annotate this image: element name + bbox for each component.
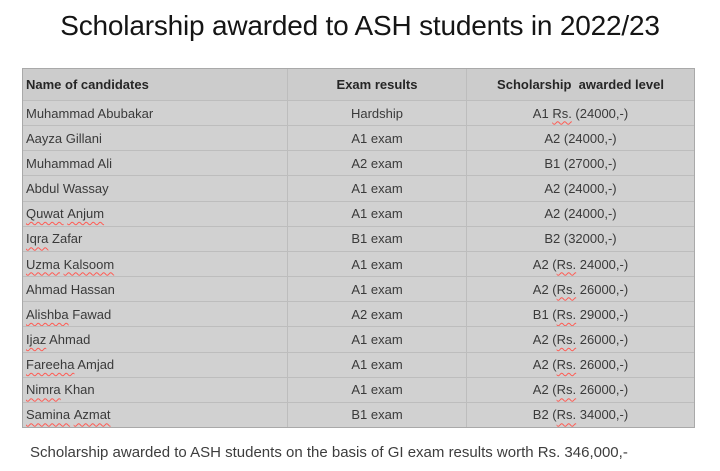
cell-text: Muhammad Abubakar (26, 105, 154, 121)
cell-scholarship-level (467, 176, 694, 200)
misspelled-word: Azmat (73, 407, 111, 423)
cell-candidate-name (23, 126, 288, 150)
cell-exam-result (288, 327, 467, 351)
cell-text: Khan (60, 382, 95, 398)
misspelled-word: Rs. (556, 281, 577, 297)
column-header-exam-results: Exam results (288, 69, 467, 100)
misspelled-word: Nimra (26, 382, 61, 398)
cell-candidate-name (23, 302, 288, 326)
misspelled-word: Rs. (556, 331, 577, 347)
cell-text: A2 exam (351, 155, 403, 171)
cell-text: Zafar (48, 231, 83, 247)
misspelled-word: Kalsoom (63, 256, 115, 272)
cell-text: 26000,-) (576, 331, 629, 347)
cell-text: A2 ( (532, 331, 557, 347)
cell-text: 24000,-) (576, 256, 629, 272)
cell-exam-result (288, 101, 467, 125)
misspelled-word: Anjum (67, 206, 105, 222)
cell-candidate-name (23, 176, 288, 200)
cell-candidate-name (23, 378, 288, 402)
cell-text: A1 exam (351, 206, 403, 222)
table-row (23, 377, 694, 402)
table-header-row (23, 69, 694, 100)
misspelled-word: Rs. (552, 105, 572, 121)
table-row (23, 352, 694, 377)
cell-text: Hardship (350, 105, 404, 121)
cell-text: A2 exam (351, 306, 403, 322)
cell-text: Aayza Gillani (26, 130, 102, 146)
cell-candidate-name (23, 252, 288, 276)
cell-scholarship-level (467, 202, 694, 226)
cell-scholarship-level (467, 151, 694, 175)
cell-text: A2 ( (532, 281, 557, 297)
table-row (23, 276, 694, 301)
cell-text: A1 exam (351, 331, 403, 347)
column-header-name-of-candidates: Name of candidates (23, 69, 288, 100)
cell-scholarship-level (467, 403, 694, 427)
cell-exam-result (288, 126, 467, 150)
cell-text: A1 exam (351, 382, 403, 398)
cell-candidate-name (23, 151, 288, 175)
slide-title: Scholarship awarded to ASH students in 2022/23 (60, 10, 660, 41)
cell-text: A1 exam (351, 130, 403, 146)
cell-text: A2 ( (532, 357, 557, 373)
cell-exam-result (288, 252, 467, 276)
cell-text: B1 ( (532, 306, 557, 322)
cell-text: A1 exam (351, 281, 403, 297)
cell-exam-result (288, 403, 467, 427)
cell-scholarship-level (467, 378, 694, 402)
misspelled-word: Alishba (26, 306, 69, 322)
misspelled-word: Rs. (556, 306, 577, 322)
table-row (23, 301, 694, 326)
cell-candidate-name (23, 353, 288, 377)
cell-text: A1 exam (351, 181, 403, 197)
cell-candidate-name (23, 403, 288, 427)
cell-candidate-name (23, 277, 288, 301)
table-row (23, 125, 694, 150)
column-header-scholarship-awarded-level: Scholarship awarded level (497, 77, 664, 92)
cell-text: Fawad (68, 306, 112, 322)
cell-exam-result (288, 277, 467, 301)
cell-candidate-name (23, 327, 288, 351)
cell-exam-result (288, 176, 467, 200)
misspelled-word: Samina (26, 407, 71, 423)
cell-text: A2 ( (532, 256, 557, 272)
cell-text: Ahmad Hassan (26, 281, 115, 297)
cell-text: 29000,-) (576, 306, 629, 322)
cell-exam-result (288, 151, 467, 175)
cell-text: (24000,-) (571, 105, 629, 121)
cell-scholarship-level (467, 327, 694, 351)
cell-candidate-name (23, 101, 288, 125)
misspelled-word: Uzma (26, 256, 60, 272)
cell-text: A2 (24000,-) (544, 130, 617, 146)
cell-text: 26000,-) (576, 382, 629, 398)
cell-candidate-name (23, 227, 288, 251)
misspelled-word: Rs. (556, 256, 577, 272)
cell-text: Amjad (74, 357, 115, 373)
table-row (23, 251, 694, 276)
table-row (23, 150, 694, 175)
cell-text: 26000,-) (576, 281, 629, 297)
table-body (23, 100, 694, 427)
cell-text: 34000,-) (576, 407, 629, 423)
table-row (23, 201, 694, 226)
cell-candidate-name (23, 202, 288, 226)
cell-scholarship-level (467, 227, 694, 251)
cell-text: A1 exam (351, 357, 403, 373)
cell-scholarship-level (467, 302, 694, 326)
cell-scholarship-level (467, 101, 694, 125)
table-row (23, 326, 694, 351)
scholarship-table (22, 68, 695, 428)
cell-exam-result (288, 353, 467, 377)
misspelled-word: Quwat (26, 206, 64, 222)
cell-scholarship-level (467, 126, 694, 150)
misspelled-word: Iqra (26, 231, 49, 247)
table-row (23, 175, 694, 200)
cell-exam-result (288, 302, 467, 326)
cell-text: B1 exam (351, 407, 403, 423)
cell-scholarship-level (467, 353, 694, 377)
cell-text: B1 exam (351, 231, 403, 247)
cell-text: A2 (24000,-) (544, 181, 617, 197)
cell-text: Abdul Wassay (26, 181, 109, 197)
cell-scholarship-level (467, 277, 694, 301)
cell-text: Muhammad Ali (26, 155, 112, 171)
cell-text: B2 (32000,-) (544, 231, 617, 247)
misspelled-word: Rs. (556, 407, 577, 423)
table-row (23, 100, 694, 125)
cell-text: B1 (27000,-) (544, 155, 617, 171)
misspelled-word: Rs. (556, 382, 577, 398)
misspelled-word: Fareeha (26, 357, 75, 373)
footer-caption: Scholarship awarded to ASH students on the basis of GI exam results worth Rs. 346,000,- (30, 444, 628, 461)
cell-text: A2 ( (532, 382, 557, 398)
cell-text: B2 ( (532, 407, 557, 423)
cell-exam-result (288, 202, 467, 226)
cell-text: 26000,-) (576, 357, 629, 373)
table-row (23, 226, 694, 251)
misspelled-word: Ijaz (26, 331, 47, 347)
misspelled-word: Rs. (556, 357, 577, 373)
cell-exam-result (288, 378, 467, 402)
cell-text: A1 exam (351, 256, 403, 272)
cell-scholarship-level (467, 252, 694, 276)
cell-text: Ahmad (46, 331, 91, 347)
cell-text: A1 (532, 105, 553, 121)
table-row (23, 402, 694, 427)
cell-text: A2 (24000,-) (544, 206, 617, 222)
cell-exam-result (288, 227, 467, 251)
